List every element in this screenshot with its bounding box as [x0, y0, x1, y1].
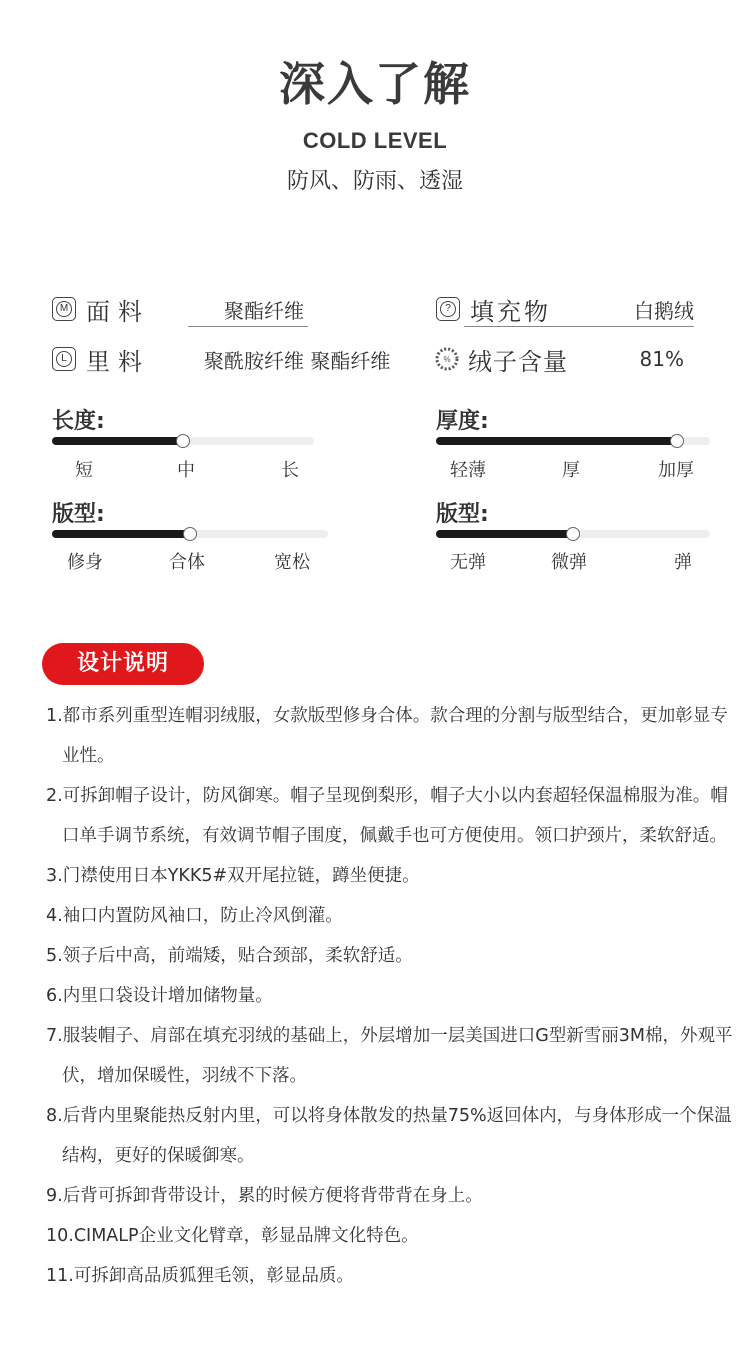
features-subtitle: 防风、防雨、透湿 [286, 169, 463, 194]
slider-tick-label: 轻薄 [450, 460, 486, 481]
list-item: 11.可拆卸高品质狐狸毛领，彰显品质。 [46, 1266, 354, 1286]
slider-tick-label: 厚 [562, 460, 580, 481]
list-item: 7.服装帽子、肩部在填充羽绒的基础上，外层增加一层美国进口G型新雪丽3M棉，外观平伏，增加保暖性，羽绒不下落。 [46, 1026, 733, 1086]
slider-fill [436, 530, 573, 538]
page-title: 深入了解 [279, 57, 471, 111]
spec-filling [436, 292, 694, 327]
list-item: 8.后背内里聚能热反射内里，可以将身体散发的热量75%返回体内，与身体形成一个保温结构，更好的保暖御寒。 [46, 1106, 732, 1166]
slider-thickness-title: 厚度: [436, 409, 489, 434]
cold-level-heading: COLD LEVEL [302, 128, 448, 153]
list-item: 2.可拆卸帽子设计，防风御寒。帽子呈现倒梨形，帽子大小以内套超轻保温棉服为准。帽口单手调节系统，有效调节帽子围度，佩戴手也可方便使用。领口护颈片，柔软舒适。 [46, 786, 728, 846]
slider-tick-label: 加厚 [658, 460, 694, 481]
list-item: 6.内里口袋设计增加储物量。 [46, 986, 273, 1006]
slider-fill [52, 530, 190, 538]
slider-fill [52, 437, 183, 445]
slider-tick-label: 无弹 [450, 552, 486, 573]
question-icon: ? [436, 297, 460, 321]
spec-fabric [52, 292, 308, 327]
slider-fit [52, 497, 328, 577]
list-item: 5.领子后中高，前端矮，贴合颈部，柔软舒适。 [46, 946, 413, 966]
spec-down-content-value: 81% [639, 347, 684, 371]
slider-tick-label: 长 [281, 460, 299, 481]
slider-tick-label: 合体 [169, 552, 205, 573]
spec-lining-value: 聚酰胺纤维 聚酯纤维 [204, 348, 391, 373]
slider-fit-title: 版型: [52, 502, 105, 527]
slider-thickness [436, 404, 710, 484]
slider-tick-label: 宽松 [274, 552, 310, 573]
slider-knob [566, 527, 580, 541]
slider-track [436, 530, 710, 538]
design-notes-badge: 设计说明 [42, 643, 204, 685]
design-notes-list [46, 696, 736, 1296]
slider-tick-label: 弹 [674, 552, 692, 573]
spec-down-content-label: 绒子含量 [468, 347, 568, 376]
slider-fill [436, 437, 677, 445]
slider-length-title: 长度: [52, 409, 105, 434]
spec-fabric-value: 聚酯纤维 [224, 298, 304, 323]
slider-tick-label: 微弹 [551, 552, 587, 573]
list-item: 4.袖口内置防风袖口，防止冷风倒灌。 [46, 906, 343, 926]
slider-track [436, 437, 710, 445]
list-item: 3.门襟使用日本YKK5#双开尾拉链，蹲坐便捷。 [46, 866, 420, 886]
slider-tick-label: 短 [75, 460, 93, 481]
spec-lining-label: 里料 [86, 347, 150, 376]
spec-lining [52, 342, 392, 376]
slider-track [52, 437, 314, 445]
spec-filling-label: 填充物 [470, 297, 551, 326]
slider-knob [183, 527, 197, 541]
divider [188, 326, 308, 327]
slider-tick-label: 修身 [67, 552, 103, 573]
spec-fabric-label: 面料 [86, 297, 150, 326]
slider-stretch [436, 497, 710, 577]
slider-track [52, 530, 328, 538]
list-item: 10.CIMALP企业文化臂章，彰显品牌文化特色。 [46, 1226, 419, 1246]
slider-tick-label: 中 [177, 460, 195, 481]
list-item: 1.都市系列重型连帽羽绒服，女款版型修身合体。款合理的分割与版型结合，更加彰显专业性。 [46, 706, 728, 766]
slider-knob [176, 434, 190, 448]
m-letter-icon: M [52, 297, 76, 321]
spec-filling-value: 白鹅绒 [634, 298, 694, 323]
spec-down-content [434, 342, 684, 376]
slider-length [52, 404, 314, 484]
slider-stretch-title: 版型: [436, 502, 489, 527]
svg-text:%: % [443, 355, 451, 364]
list-item: 9.后背可拆卸背带设计，累的时候方便将背带背在身上。 [46, 1186, 483, 1206]
l-letter-icon: L [52, 347, 76, 371]
slider-knob [670, 434, 684, 448]
percent-ring-icon [434, 346, 460, 372]
